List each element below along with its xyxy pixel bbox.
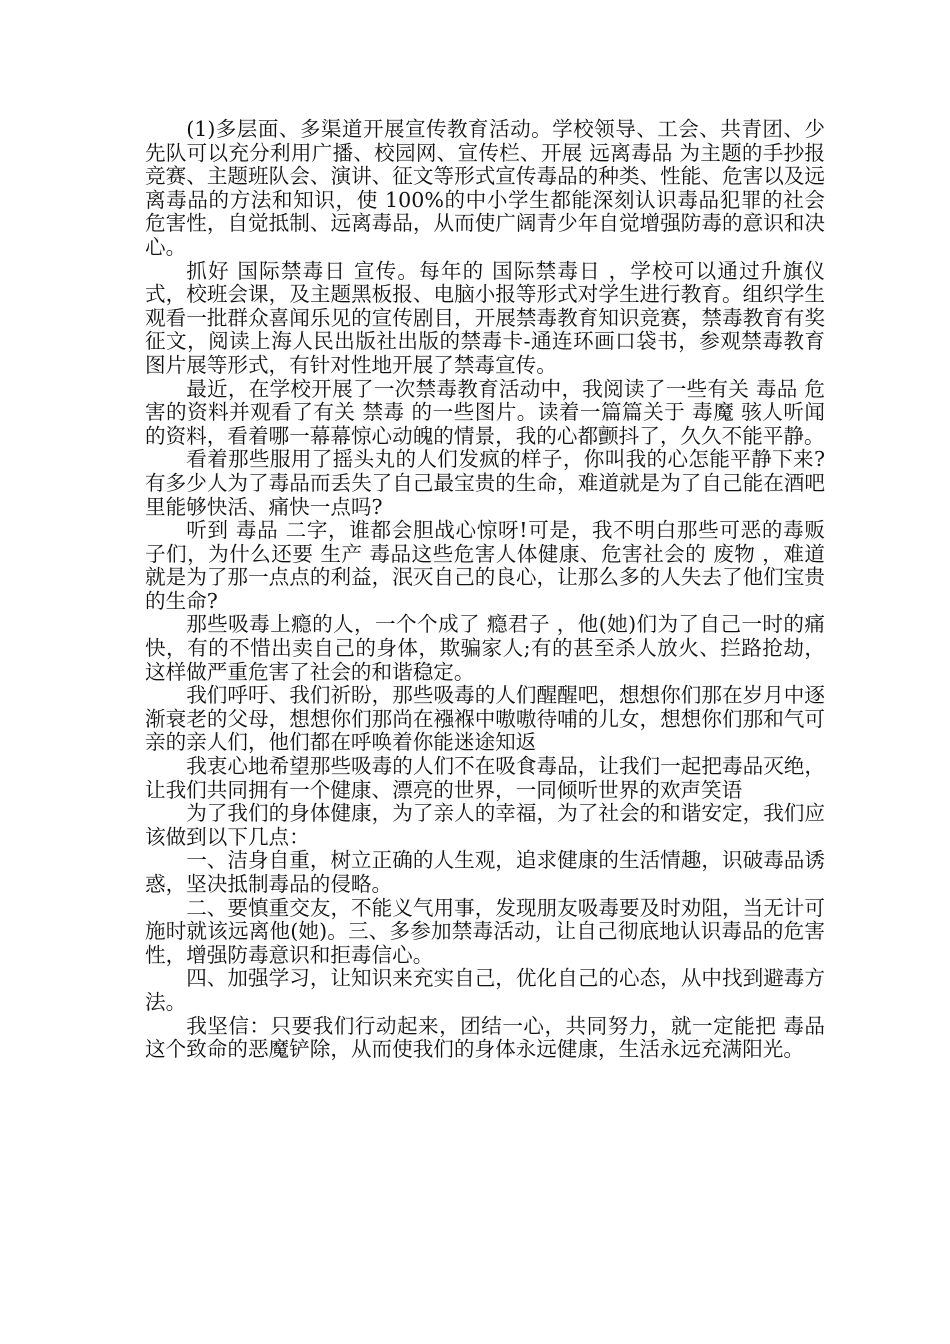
paragraph-3: 最近，在学校开展了一次禁毒教育活动中，我阅读了一些有关 毒品 危害的资料并观看了有关 禁毒 的一些图片。读着一篇篇关于 毒魔 骇人听闻的资料，看着哪一幕幕惊心动魄的情景，我的心都颤抖了，久久不能平静。 [145,376,825,448]
paragraph-5: 听到 毒品 二字，谁都会胆战心惊呀!可是，我不明白那些可恶的毒贩子们，为什么还要 生产 毒品这些危害人体健康、危害社会的 废物 ，难道就是为了那一点点的利益，泯灭自己的良心，让那么多的人失去了他们宝贵的生命? [145,518,825,613]
paragraph-11: 二、要慎重交友，不能义气用事，发现朋友吸毒要及时劝阻，当无计可施时就该远离他(她)。三、多参加禁毒活动，让自己彻底地认识毒品的危害性，增强防毒意识和拒毒信心。 [145,895,825,967]
paragraph-2: 抓好 国际禁毒日 宣传。每年的 国际禁毒日 ，学校可以通过升旗仪式，校班会课，及主题黑板报、电脑小报等形式对学生进行教育。组织学生观看一批群众喜闻乐见的宣传剧目，开展禁毒教育知识竞赛，禁毒教育有奖征文，阅读上海人民出版社出版的禁毒卡-通连环画口袋书，参观禁毒教育图片展等形式，有针对性地开展了禁毒宣传。 [145,258,825,377]
document-body [145,117,832,1062]
paragraph-8: 我衷心地希望那些吸毒的人们不在吸食毒品，让我们一起把毒品灭绝，让我们共同拥有一个健康、漂亮的世界，一同倾听世界的欢声笑语 [145,754,825,802]
paragraph-10: 一、洁身自重，树立正确的人生观，追求健康的生活情趣，识破毒品诱惑，坚决抵制毒品的侵略。 [145,848,825,896]
paragraph-9: 为了我们的身体健康，为了亲人的幸福，为了社会的和谐安定，我们应该做到以下几点： [145,801,825,849]
paragraph-1: (1)多层面、多渠道开展宣传教育活动。学校领导、工会、共青团、少先队可以充分利用广播、校园网、宣传栏、开展 远离毒品 为主题的手抄报竞赛、主题班队会、演讲、征文等形式宣传毒品的种类、性能、危害以及远离毒品的方法和知识，使 100%的中小学生都能深刻认识毒品犯罪的社会危害性，自觉抵制、远离毒品，从而使广阔青少年自觉增强防毒的意识和决心。 [145,117,825,259]
paragraph-6: 那些吸毒上瘾的人，一个个成了 瘾君子 ，他(她)们为了自己一时的痛快，有的不惜出卖自己的身体，欺骗家人;有的甚至杀人放火、拦路抢劫，这样做严重危害了社会的和谐稳定。 [145,612,825,684]
paragraph-13: 我坚信：只要我们行动起来，团结一心，共同努力，就一定能把 毒品 这个致命的恶魔铲除，从而使我们的身体永远健康，生活永远充满阳光。 [145,1013,832,1062]
paragraph-12: 四、加强学习，让知识来充实自己，优化自己的心态，从中找到避毒方法。 [145,966,825,1014]
paragraph-7: 我们呼吁、我们祈盼，那些吸毒的人们醒醒吧，想想你们那在岁月中逐渐衰老的父母，想想你们那尚在襁褓中嗷嗷待哺的儿女，想想你们那和气可亲的亲人们，他们都在呼唤着你能迷途知返 [145,683,825,755]
paragraph-4: 看着那些服用了摇头丸的人们发疯的样子，你叫我的心怎能平静下来?有多少人为了毒品而丢失了自己最宝贵的生命，难道就是为了自己能在酒吧里能够快活、痛快一点吗? [145,447,825,519]
